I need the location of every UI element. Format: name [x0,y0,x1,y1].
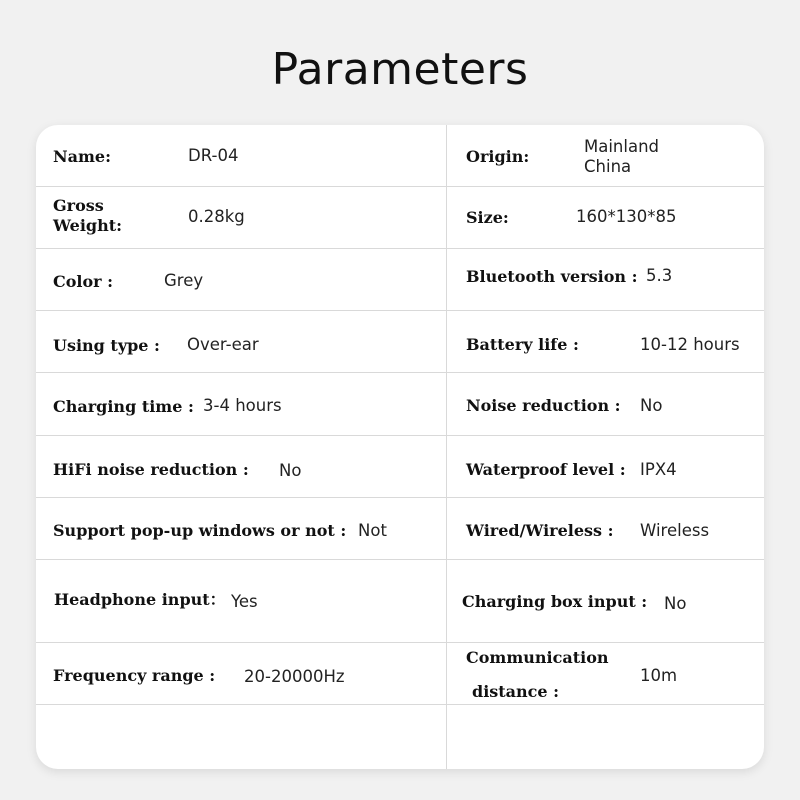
param-value: 20-20000Hz [244,667,345,686]
param-value: Grey [164,271,204,290]
param-value: Not [358,521,387,540]
param-value: Wireless [640,521,710,540]
param-value: No [279,461,302,480]
param-label: Support pop-up windows or not : [53,521,347,540]
column-divider [446,125,447,769]
param-label: Frequency range : [53,666,216,685]
param-value: 3-4 hours [203,396,282,415]
param-value: No [640,396,663,415]
param-label: HiFi noise reduction : [53,460,249,479]
row-divider [36,186,764,187]
param-value: Mainland [584,137,660,156]
param-value: China [584,157,632,176]
param-value: Over-ear [187,335,259,354]
page-title: Parameters [271,44,529,95]
param-value: 160*130*85 [576,207,677,226]
param-label: Bluetooth version : [466,267,638,286]
param-value: Yes [231,592,258,611]
param-value: 0.28kg [188,207,245,226]
param-value: IPX4 [640,460,677,479]
param-value: 10m [640,666,678,685]
param-label: Waterproof level : [466,460,626,479]
row-divider [36,310,764,311]
param-label: Color : [53,272,114,291]
param-label: Size: [466,208,509,227]
param-label: Origin: [466,147,530,166]
param-label: Charging box input : [462,592,648,611]
param-label: Battery life : [466,335,579,354]
param-label: Noise reduction : [466,396,621,415]
param-label: Communication [466,648,609,667]
param-value: No [664,594,687,613]
row-divider [36,372,764,373]
row-divider [36,497,764,498]
row-divider [36,704,764,705]
param-label: Weight: [53,216,123,235]
row-divider [36,642,764,643]
param-label: Using type : [53,336,160,355]
param-value: 5.3 [646,266,673,285]
param-value: DR-04 [188,146,239,165]
param-label: Wired/Wireless : [466,521,614,540]
param-label: Headphone input： [54,590,226,609]
param-label: Gross [53,196,104,215]
row-divider [36,435,764,436]
parameters-table [36,125,764,769]
param-label: Charging time : [53,397,194,416]
param-label: Name: [53,147,112,166]
param-value: 10-12 hours [640,335,740,354]
param-label: distance : [472,682,560,701]
row-divider [36,248,764,249]
row-divider [36,559,764,560]
